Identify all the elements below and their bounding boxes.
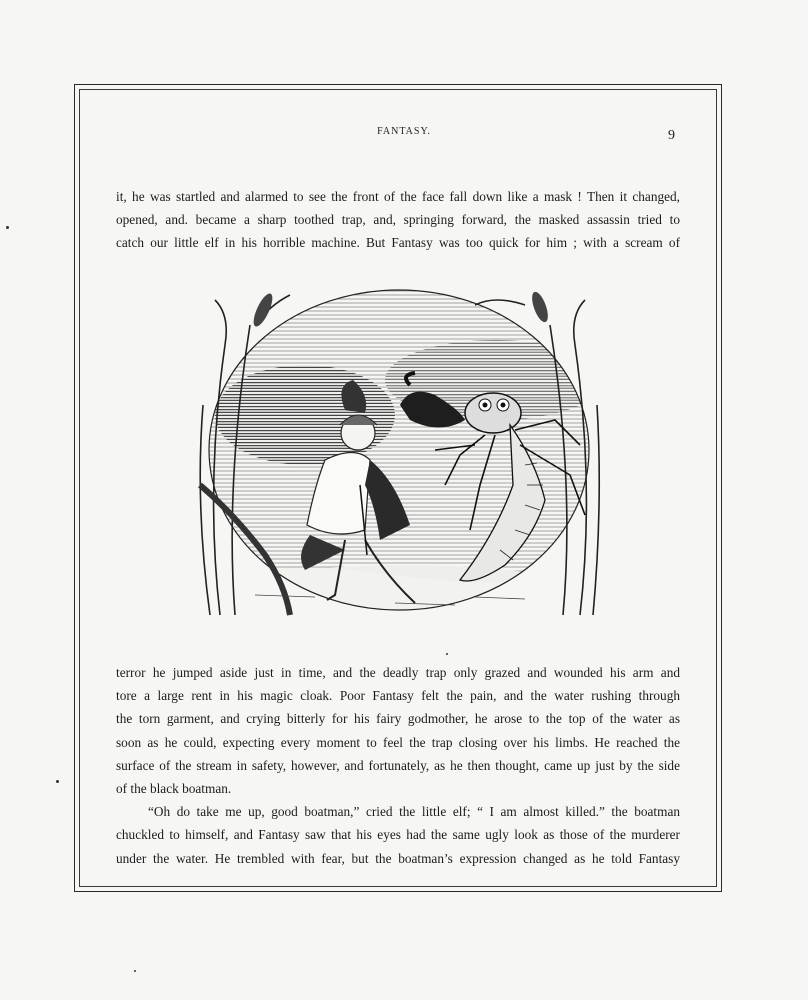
page-number: 9 [668,128,675,143]
top-text-block [116,185,680,255]
text-line: the torn garment, and crying bitterly for his fairy godmother, he arose to the top of the water as [116,711,680,727]
text-line: “Oh do take me up, good boatman,” cried the little elf; “ I am almost killed.” the boatman [148,804,680,820]
paragraph [116,661,680,800]
running-head: FANTASY. [377,126,431,137]
text-line: catch our little elf in his horrible machine. But Fantasy was too quick for him ; with a scream of [116,235,680,251]
text-line: terror he jumped aside just in time, and the deadly trap only grazed and wounded his arm and [116,665,680,680]
text-line: chuckled to himself, and Fantasy saw that his eyes had the same ugly look as those of the murderer [116,827,680,843]
cattail-right [529,290,551,324]
text-line: tore a large rent in his magic cloak. Poor Fantasy felt the pain, and the water rushing through [116,688,680,704]
engraving-illustration [195,285,603,627]
cattail-left [250,291,276,329]
text-line: it, he was startled and alarmed to see the front of the face fall down like a mask ! Then it changed, [116,189,680,204]
text-line: of the black boatman. [116,781,232,797]
text-line: opened, and. became a sharp toothed trap, and, springing forward, the masked assassin tried to [116,212,680,228]
paragraph [116,185,680,255]
paragraph [116,800,680,870]
bottom-text-block [116,661,680,870]
text-line: soon as he could, expecting every moment to feel the trap closing over his limbs. He reached the [116,734,680,750]
text-line: under the water. He trembled with fear, but the boatman’s expression changed as he told Fantasy [116,850,680,866]
text-line: surface of the stream in safety, however, and fortunately, as he then thought, came up just by the side [116,757,680,773]
